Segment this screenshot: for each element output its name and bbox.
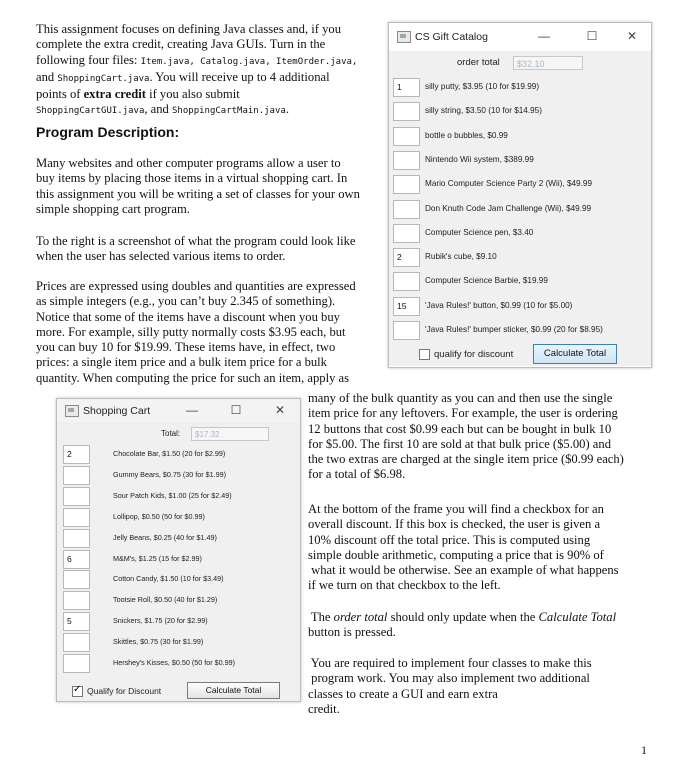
quantity-field[interactable] [63,508,90,527]
italic-text: order total [333,610,388,624]
quantity-field[interactable] [393,127,420,146]
title-bar [389,23,651,52]
text-run: following four files: [36,52,141,67]
text-run: simple shopping cart program. [36,201,190,216]
text-line [308,687,592,702]
text-line [36,87,381,102]
text-run: Prices are expressed using doubles and quantities are expressed [36,279,356,293]
text-line [308,517,619,532]
text-line [36,202,360,217]
italic-text: Calculate Total [538,610,617,624]
item-label: Computer Science Barbie, $19.99 [425,276,548,286]
intro-paragraph [36,22,381,120]
program-description-heading: Program Description: [36,124,180,140]
text-run: . You will receive up to 4 additional [149,69,330,84]
item-label: Lollipop, $0.50 (50 for $0.99) [113,511,205,521]
text-line [308,406,624,421]
text-run: when the user has selected various items to order. [36,249,286,264]
text-run: should only update when the [387,610,539,624]
window-title: Shopping Cart [83,405,151,417]
text-line [36,234,355,249]
text-line [308,702,592,717]
quantity-field[interactable]: 1 [393,78,420,97]
item-label: Rubik's cube, $9.10 [425,252,497,262]
quantity-field[interactable] [63,570,90,589]
text-line [36,371,356,386]
text-line [308,467,624,482]
window-title: CS Gift Catalog [415,31,488,43]
quantity-field[interactable] [393,200,420,219]
text-line [308,437,624,452]
shopping-cart-window [56,398,301,702]
text-line [36,249,355,264]
quantity-field[interactable] [63,591,90,610]
bold-text: extra credit [83,87,146,102]
code-filename: ShoppingCartGUI.java [36,106,145,117]
quantity-field[interactable]: 2 [63,445,90,464]
item-label: Hershey's Kisses, $0.50 (50 for $0.99) [113,658,236,667]
item-label: Tootsie Roll, $0.50 (40 for $1.29) [113,595,218,605]
text-line [36,310,356,325]
text-run: classes to create a GUI and earn extra [308,686,498,701]
item-label: Nintendo Wii system, $389.99 [425,154,534,164]
item-label: Gummy Bears, $0.75 (30 for $1.99) [113,469,227,479]
text-run: for a total of $6.98. [308,467,406,482]
quantity-field[interactable] [63,466,90,485]
item-label: silly putty, $3.95 (10 for $19.99) [425,82,540,91]
text-run: this assignment you will be writing a set of classes for your own [36,186,360,201]
quantity-field[interactable]: 5 [63,612,90,631]
paragraph-shopping-cart [36,156,360,217]
text-line [36,102,381,119]
quantity-field[interactable] [63,654,90,673]
text-line [36,53,381,70]
text-line [308,502,619,517]
item-label: Chocolate Bar, $1.50 (20 for $2.99) [113,449,226,458]
text-run: points of [36,87,84,102]
gift-catalog-window [388,22,652,368]
minimize-icon[interactable]: — [186,403,198,417]
quantity-field[interactable] [393,102,420,121]
minimize-icon[interactable]: — [538,29,550,43]
text-line [36,279,356,294]
text-run: simple double arithmetic, computing a price that is 90% of [308,547,604,562]
calculate-total-button[interactable]: Calculate Total [533,344,617,364]
text-line [308,533,619,548]
order-total-field: $32.10 [513,56,583,70]
text-line [308,578,619,593]
quantity-field[interactable] [393,321,420,340]
text-line [36,171,360,186]
text-run: the two extras are charged at the single item price ($0.99 each) [308,452,624,467]
text-run: . [285,102,289,117]
text-line [308,563,619,578]
title-bar [57,399,300,424]
text-line [36,294,356,309]
quantity-field[interactable]: 2 [393,248,420,267]
item-label: Jelly Beans, $0.25 (40 for $1.49) [113,532,217,542]
text-run: button is pressed. [308,625,396,640]
text-run: 12 buttons that cost $0.99 each but can be bought in bulk 10 [308,421,612,436]
quantity-field[interactable] [393,175,420,194]
text-run: many of the bulk quantity as you can and then use the single [308,391,613,405]
total-field: $17.32 [191,427,269,441]
text-run: overall discount. If this box is checked, the user is given a [308,517,601,532]
text-run: you can buy 10 for $19.99. These items have, in effect, two [36,340,336,355]
java-app-icon [397,31,411,43]
text-run: complete the extra credit, creating Java GUIs. Turn in the [36,37,326,52]
quantity-field[interactable] [63,529,90,548]
total-label: Total: [161,429,181,438]
page-number: 1 [641,743,647,757]
text-run: Many websites and other computer programs allow a user to [36,156,341,170]
text-run: if we turn on that checkbox to the left. [308,578,501,593]
quantity-field[interactable] [393,224,420,243]
item-label: 'Java Rules!' button, $0.99 (10 for $5.00) [425,300,573,310]
item-label: Cotton Candy, $1.50 (10 for $3.49) [113,574,224,584]
code-filename: Item.java, Catalog.java, ItemOrder.java, [140,56,358,67]
quantity-field[interactable] [393,272,420,291]
text-line [36,37,381,52]
text-line [36,156,360,171]
maximize-icon[interactable]: ☐ [230,403,242,417]
text-run: You are required to implement four classes to make this [308,656,592,670]
text-run: To the right is a screenshot of what the program could look like [36,234,356,248]
maximize-icon[interactable]: ☐ [586,29,598,43]
paragraph-screenshot-note [36,234,355,265]
calculate-total-button[interactable]: Calculate Total [187,682,280,699]
text-run: Notice that some of the items have a discount when you buy [36,309,340,324]
text-run: prices: a single item price and a bulk item price for a bulk [36,355,327,370]
text-run: 10% discount off the total price. This is computed using [308,532,591,547]
item-label: Don Knuth Code Jam Challenge (Wii), $49.99 [425,203,592,213]
text-line [308,671,592,686]
paragraph-order-total [308,610,616,641]
item-label: 'Java Rules!' bumper sticker, $0.99 (20 for $8.95) [425,325,603,334]
close-icon[interactable]: ✕ [626,29,638,43]
item-label: silly string, $3.50 (10 for $14.95) [425,106,542,116]
discount-checkbox-label: Qualify for Discount [87,686,162,696]
text-run: , and [144,102,173,117]
code-filename: ShoppingCartMain.java [172,106,286,117]
quantity-field[interactable] [63,487,90,506]
text-run: if you also submit [145,87,240,102]
paragraph-prices [36,279,356,386]
text-run: and [36,69,58,84]
text-line [36,187,360,202]
text-line [308,610,616,625]
text-line [308,625,616,640]
text-run: what it would be otherwise. See an example of what happens [308,563,619,578]
text-run: item price for any leftovers. For example, the user is ordering [308,406,618,421]
text-run: buy items by placing those items in a virtual shopping cart. In [36,171,348,186]
text-line [308,422,624,437]
close-icon[interactable]: ✕ [274,403,286,417]
paragraph-requirements [308,656,592,717]
paragraph-bulk-example [308,391,624,483]
text-run: At the bottom of the frame you will find a checkbox for an [308,502,604,516]
item-label: M&M's, $1.25 (15 for $2.99) [113,553,202,563]
discount-checkbox[interactable] [419,349,430,360]
item-label: Mario Computer Science Party 2 (Wii), $49.99 [425,179,592,189]
order-total-label: order total [457,57,500,68]
text-run: as simple integers (e.g., you can’t buy 2.345 of something). [36,294,336,309]
item-label: bottle o bubbles, $0.99 [425,130,508,140]
code-filename: ShoppingCart.java [57,73,150,84]
text-run: more. For example, silly putty normally costs $3.95 each, but [36,324,346,339]
text-run: This assignment focuses on defining Java classes and, if you [36,22,341,36]
quantity-field[interactable]: 15 [393,297,420,316]
item-label: Computer Science pen, $3.40 [425,227,534,237]
item-label: Sour Patch Kids, $1.00 (25 for $2.49) [113,490,232,500]
text-line [36,22,381,37]
text-run: program work. You may also implement two additional [308,671,590,686]
quantity-field[interactable] [393,151,420,170]
text-line [36,70,381,87]
text-run: credit. [308,701,340,716]
text-line [36,340,356,355]
paragraph-discount [308,502,619,594]
text-line [308,391,624,406]
text-line [308,548,619,563]
quantity-field[interactable]: 6 [63,550,90,569]
text-line [308,656,592,671]
text-run: The [308,610,334,624]
text-line [308,452,624,467]
text-line [36,355,356,370]
text-run: quantity. When computing the price for such an item, apply as [36,370,350,385]
item-label: Skittles, $0.75 (30 for $1.99) [113,637,204,647]
text-line [36,325,356,340]
discount-checkbox-label: qualify for discount [434,349,514,360]
java-app-icon [65,405,79,417]
quantity-field[interactable] [63,633,90,652]
text-run: for $5.00. The first 10 are sold at that bulk price ($5.00) and [308,436,611,451]
item-label: Snickers, $1.75 (20 for $2.99) [113,616,208,626]
discount-checkbox[interactable] [72,686,83,697]
